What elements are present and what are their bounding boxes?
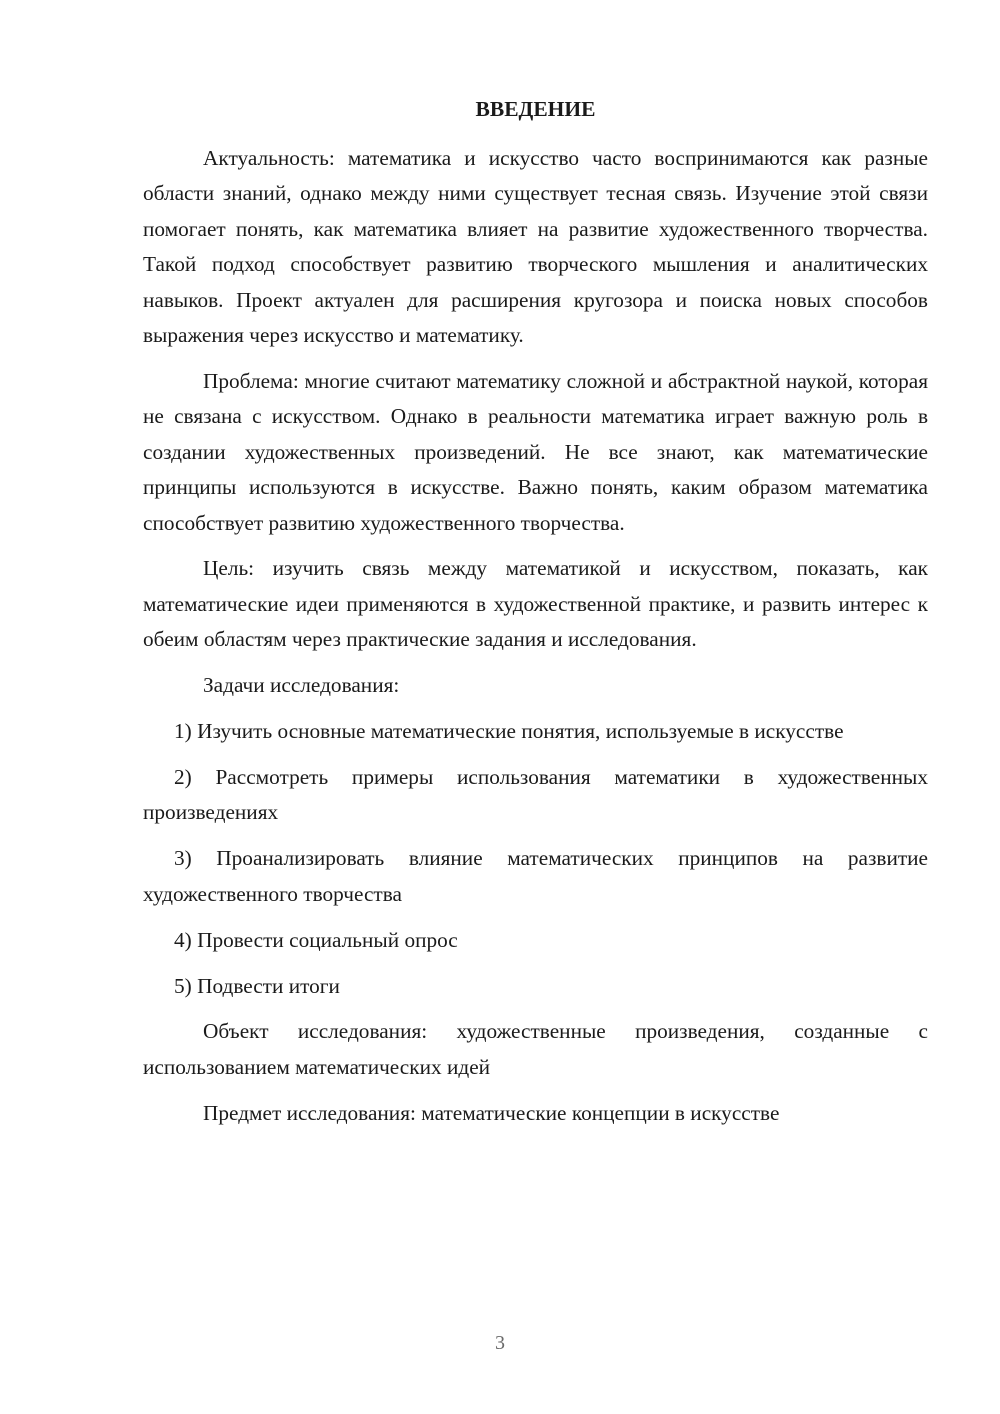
paragraph-object: Объект исследования: художественные произведения, созданные с использованием математических идей bbox=[143, 1019, 928, 1079]
list-item: 1) Изучить основные математические понятия, используемые в искусстве bbox=[174, 719, 844, 744]
section-title: ВВЕДЕНИЕ bbox=[475, 97, 596, 121]
tasks-heading: Задачи исследования: bbox=[203, 673, 400, 698]
list-item: 4) Провести социальный опрос bbox=[174, 927, 458, 952]
list-item: 3) Проанализировать влияние математических принципов на развитие художественного творчества bbox=[143, 846, 928, 906]
list-item: 2) Рассмотреть примеры использования математики в художественных произведениях bbox=[143, 765, 928, 825]
list-item: 5) Подвести итоги bbox=[174, 973, 340, 998]
page-number: 3 bbox=[495, 1332, 505, 1354]
paragraph-subject: Предмет исследования: математические концепции в искусстве bbox=[203, 1100, 780, 1125]
paragraph-goal: Цель: изучить связь между математикой и искусством, показать, как математические идеи применяются в художественной практике, и развить интерес к обеим областям через практические задания и исследования. bbox=[143, 556, 928, 652]
paragraph-relevance: Актуальность: математика и искусство часто воспринимаются как разные области знаний, однако между ними существует тесная связь. Изучение этой связи помогает понять, как математика влияет на развитие художественного творчества. Такой подход способствует развитию творческого мышления и аналитических навыков. Проект актуален для расширения кругозора и поиска новых способов выражения через искусство и математику. bbox=[143, 146, 928, 348]
document-page bbox=[143, 92, 928, 1142]
tasks-list bbox=[143, 714, 928, 1004]
paragraph-problem: Проблема: многие считают математику сложной и абстрактной наукой, которая не связана с искусством. Однако в реальности математика играет важную роль в создании художественных произведений. Не все знают, как математические принципы используются в искусстве. Важно понять, каким образом математика способствует развитию художественного творчества. bbox=[143, 368, 928, 535]
